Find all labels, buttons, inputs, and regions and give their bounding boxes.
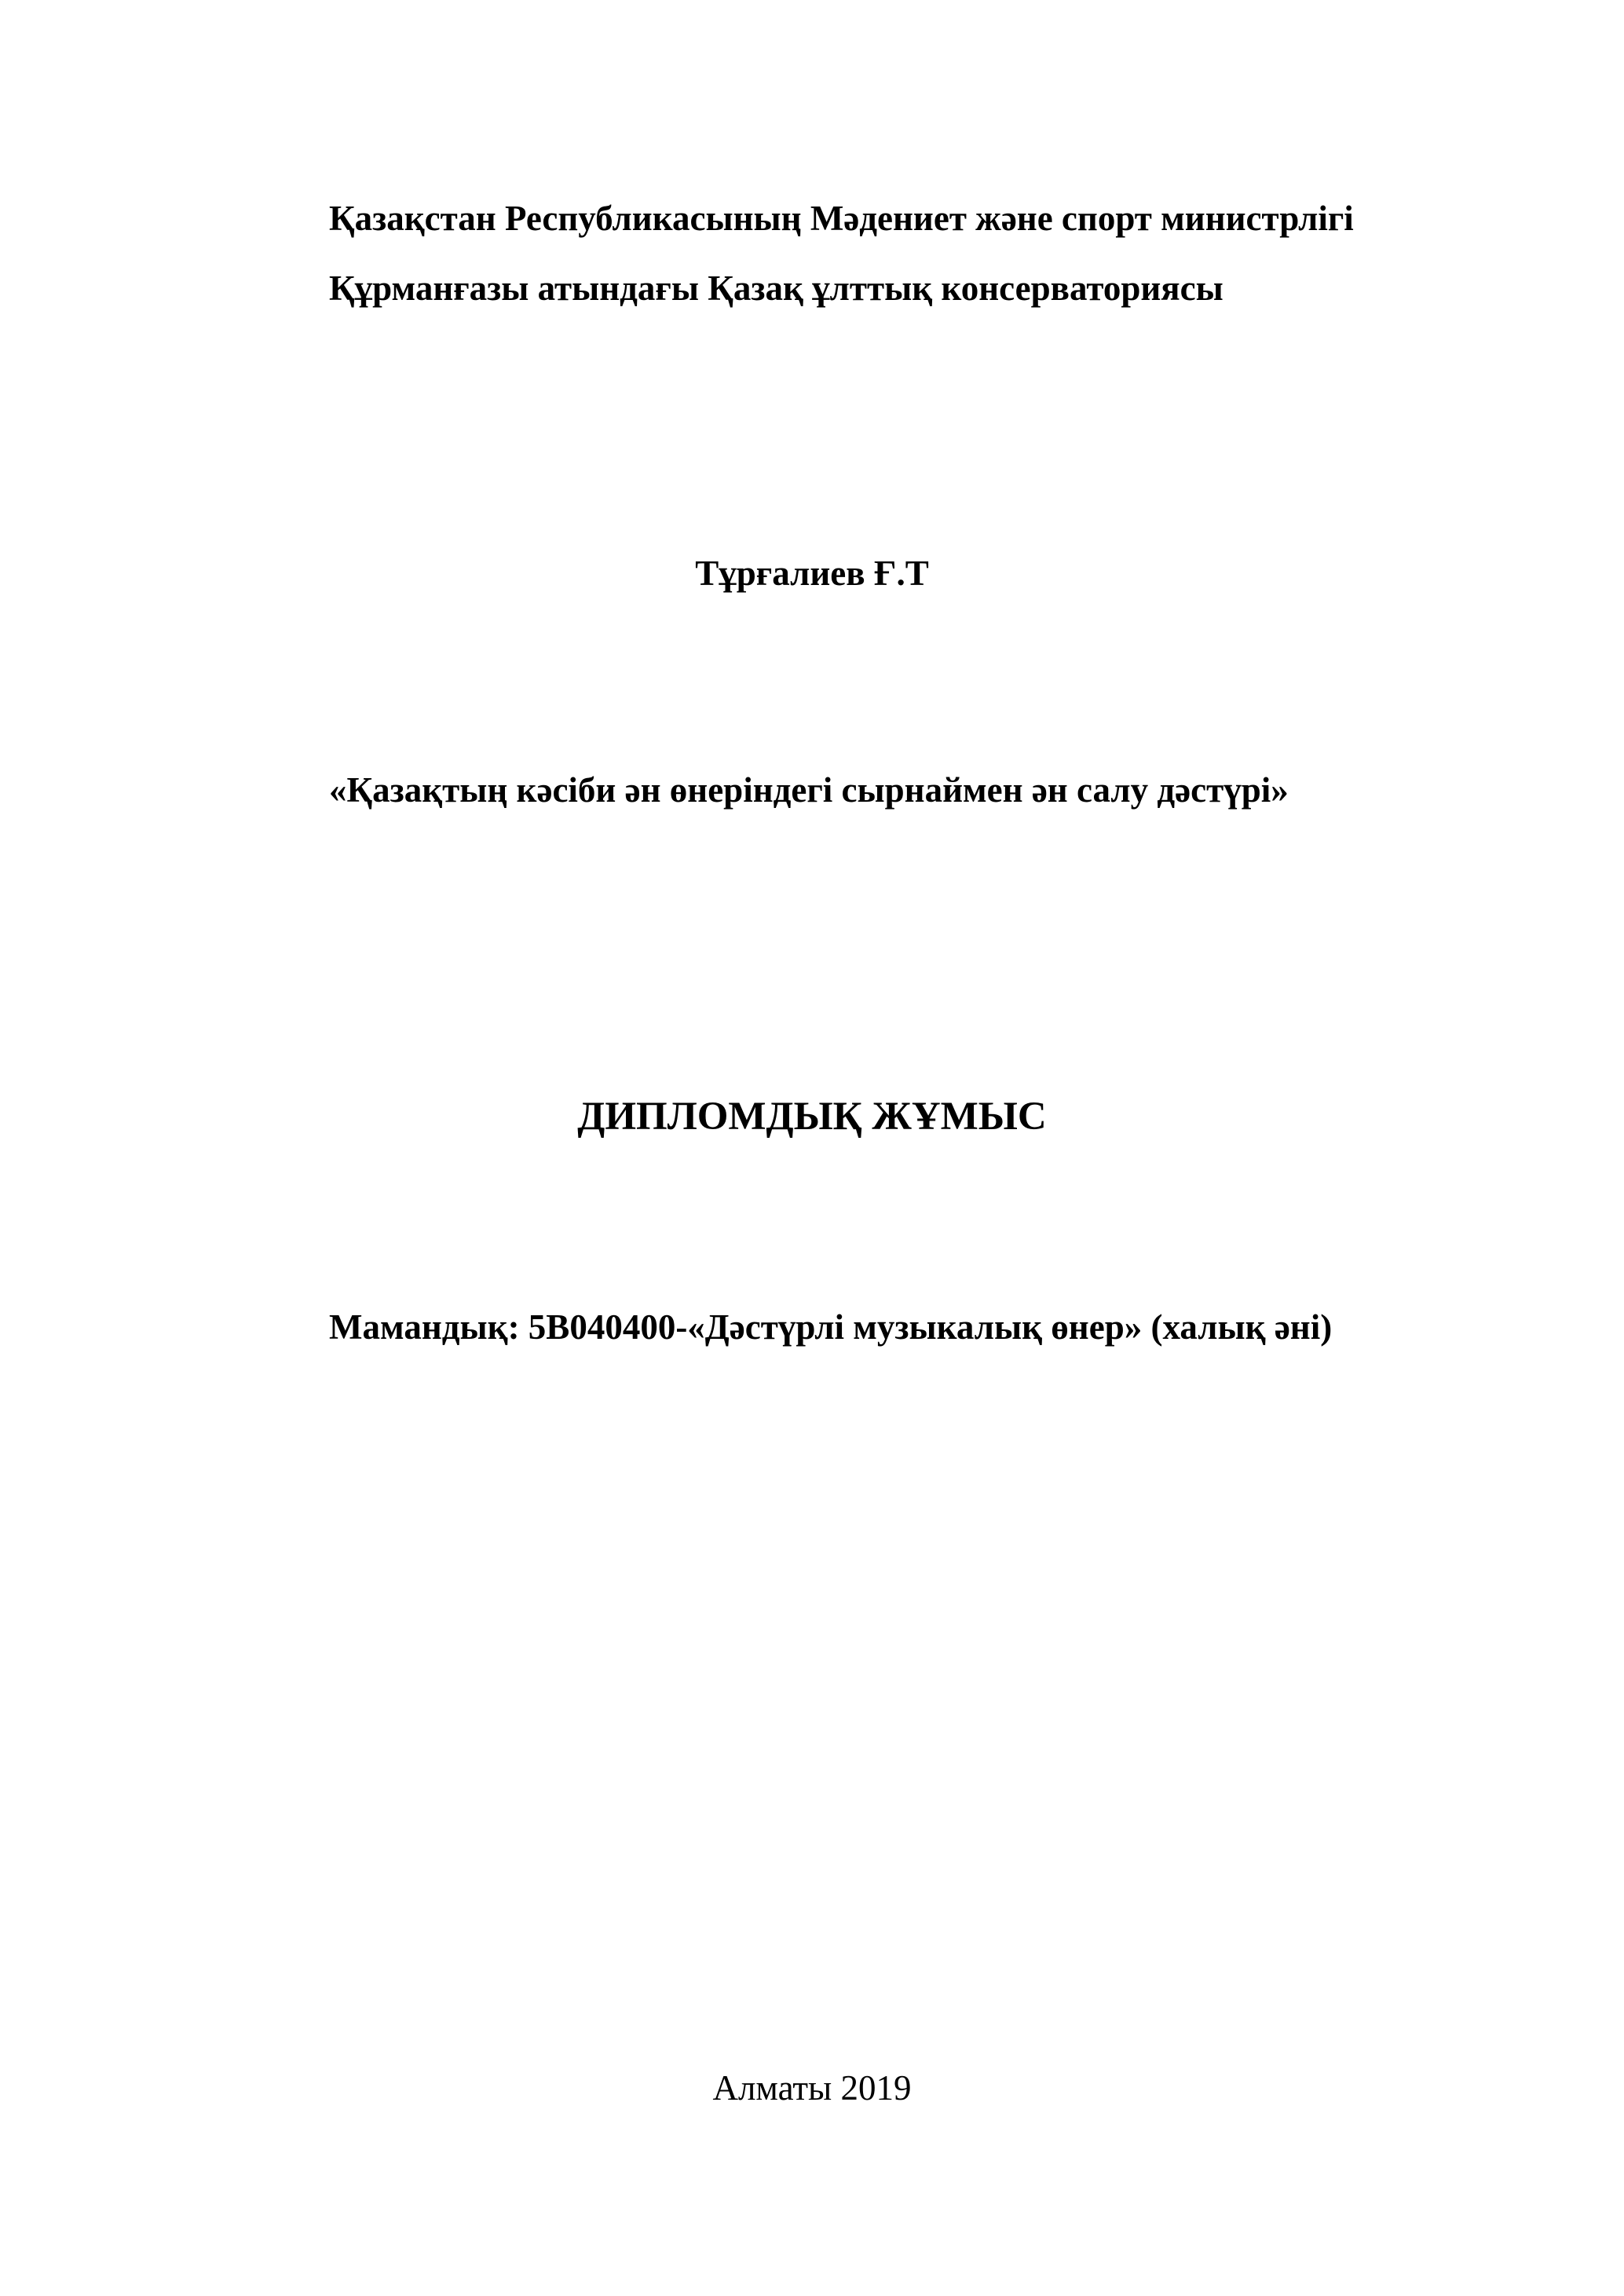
city-year: Алматы 2019 bbox=[712, 2068, 912, 2108]
document-type: ДИПЛОМДЫҚ ЖҰМЫС bbox=[577, 1095, 1047, 1139]
specialty-line: Мамандық: 5В040400-«Дәстүрлі музыкалық өнер» (халық әні) bbox=[329, 1307, 1333, 1347]
author-name: Тұрғалиев Ғ.Т bbox=[695, 554, 929, 593]
conservatory-heading: Құрманғазы атындағы Қазақ ұлттық консерваториясы bbox=[329, 269, 1223, 308]
work-title: «Қазақтың кәсіби ән өнеріндегі сырнаймен ән салу дәстүрі» bbox=[329, 770, 1289, 810]
ministry-heading: Қазақстан Республикасының Мәдениет және спорт министрлігі bbox=[329, 199, 1354, 238]
